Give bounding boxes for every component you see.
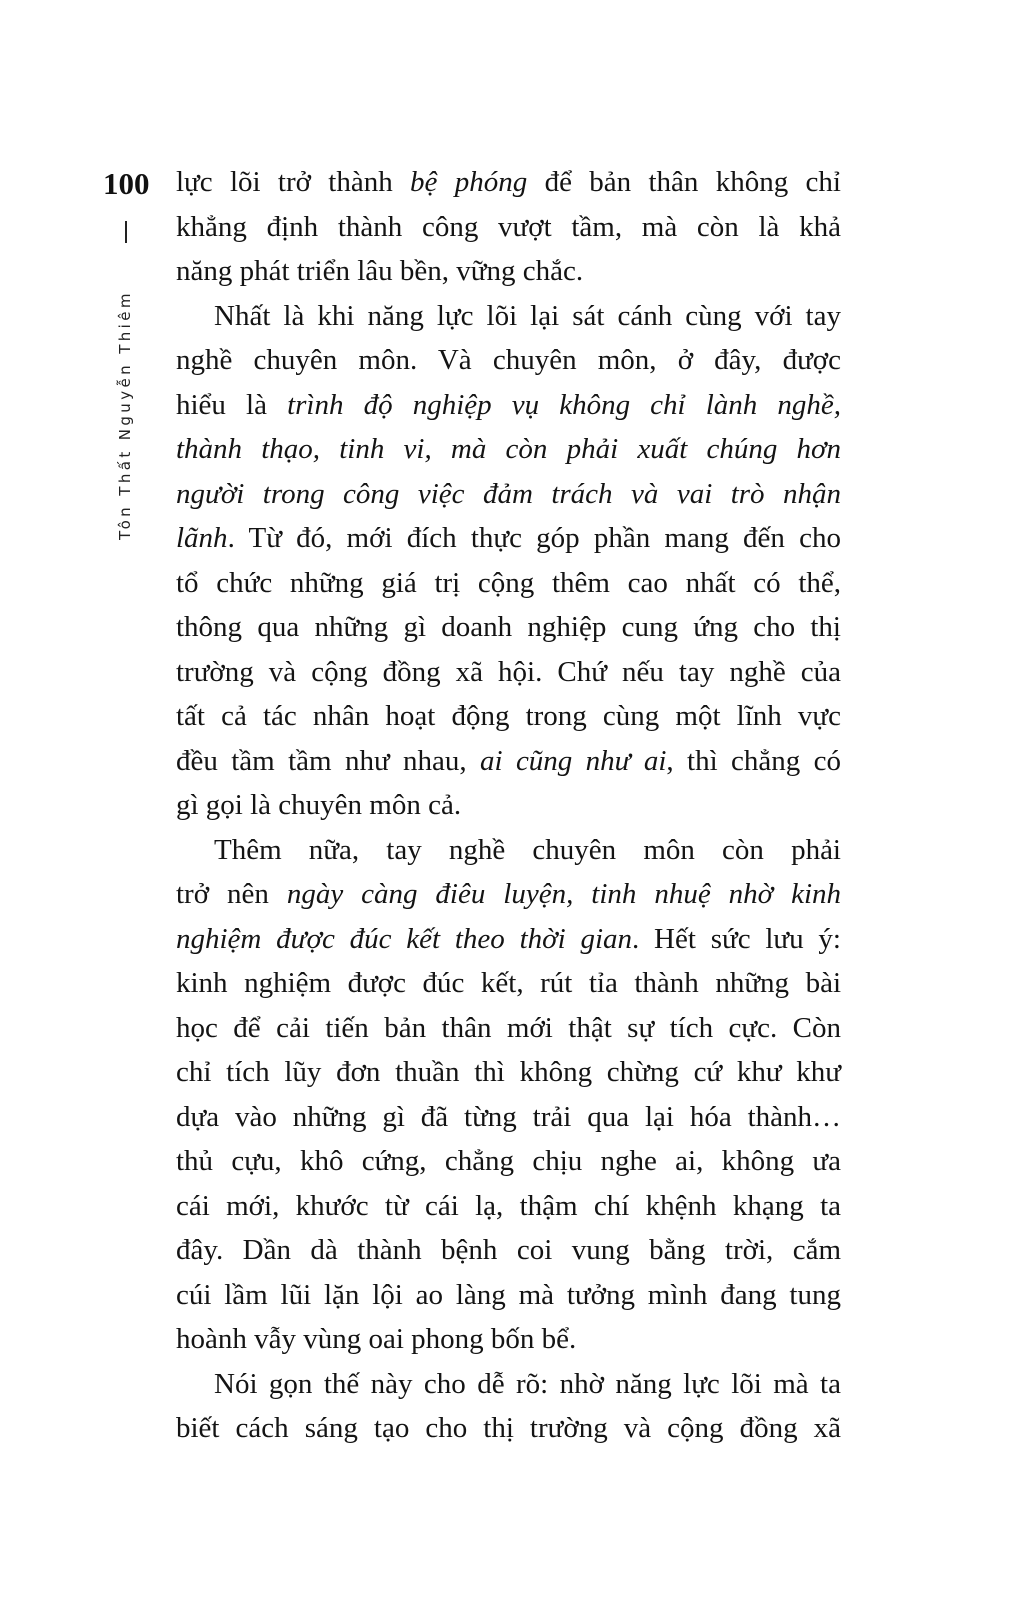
- text-line: [176, 1273, 841, 1317]
- text-line: [176, 1317, 841, 1361]
- running-head-author: Tôn Thất Nguyễn Thiêm: [116, 290, 134, 540]
- text-segment: khẳng định thành công vượt tầm, mà còn là khả: [176, 210, 841, 243]
- text-segment: đều tầm tầm như nhau,: [176, 744, 481, 777]
- running-head-rule: [125, 221, 127, 243]
- text-line: [176, 694, 841, 738]
- italic-emphasis: ai cũng như ai: [480, 744, 667, 777]
- text-line: [176, 249, 841, 293]
- text-line: [176, 383, 841, 427]
- italic-emphasis: trình độ nghiệp vụ không chỉ lành nghề,: [287, 388, 841, 421]
- text-line: [176, 1228, 841, 1272]
- text-segment: hoành vẫy vùng oai phong bốn bể.: [176, 1323, 577, 1355]
- text-line: [176, 338, 841, 382]
- text-segment: cúi lầm lũi lặn lội ao làng mà tưởng mình đang tung: [176, 1278, 841, 1311]
- text-segment: biết cách sáng tạo cho thị trường và cộng đồng xã: [176, 1412, 841, 1444]
- text-line: [176, 783, 841, 827]
- text-segment: đây. Dần dà thành bệnh coi vung bằng trời, cắm: [176, 1234, 841, 1266]
- text-segment: Nhất là khi năng lực lõi lại sát cánh cùng với tay: [214, 299, 841, 332]
- text-segment: kinh nghiệm được đúc kết, rút tỉa thành những bài: [176, 967, 841, 999]
- text-line: [176, 1139, 841, 1183]
- text-segment: năng phát triển lâu bền, vững chắc.: [176, 255, 584, 287]
- text-line: [176, 872, 841, 916]
- text-line: [176, 427, 841, 471]
- text-segment: lực lõi trở thành: [176, 166, 411, 198]
- text-segment: trở nên: [176, 878, 287, 910]
- text-segment: . Hết sức lưu ý:: [632, 922, 841, 955]
- text-line: [214, 1362, 841, 1406]
- text-line: [214, 828, 841, 872]
- text-line: [176, 605, 841, 649]
- text-segment: , thì chẳng có: [666, 744, 841, 777]
- text-line: [176, 1006, 841, 1050]
- text-segment: Thêm nữa, tay nghề chuyên môn còn phải: [214, 833, 841, 866]
- italic-emphasis: lãnh: [176, 522, 228, 554]
- text-segment: gì gọi là chuyên môn cả.: [176, 789, 462, 821]
- text-segment: tổ chức những giá trị cộng thêm cao nhất có thể,: [176, 566, 841, 599]
- text-segment: chỉ tích lũy đơn thuần thì không chừng cứ khư khư: [176, 1056, 841, 1088]
- text-segment: dựa vào những gì đã từng trải qua lại hóa thành…: [176, 1100, 841, 1133]
- text-line: [176, 961, 841, 1005]
- text-line: [176, 160, 841, 204]
- text-line: [214, 294, 841, 338]
- text-line: [176, 739, 841, 783]
- text-line: [176, 650, 841, 694]
- text-segment: học để cải tiến bản thân mới thật sự tích cực. Còn: [176, 1011, 841, 1044]
- italic-emphasis: ngày càng điêu luyện, tinh nhuệ nhờ kinh: [286, 878, 842, 910]
- text-line: [176, 917, 841, 961]
- text-segment: thủ cựu, khô cứng, chẳng chịu nghe ai, không ưa: [176, 1145, 841, 1177]
- italic-emphasis: bệ phóng: [410, 166, 528, 198]
- text-line: [176, 205, 841, 249]
- text-line: [176, 1095, 841, 1139]
- text-line: [176, 472, 841, 516]
- text-segment: trường và cộng đồng xã hội. Chứ nếu tay nghề của: [176, 655, 841, 688]
- text-segment: hiểu là: [176, 388, 288, 421]
- italic-emphasis: nghiệm được đúc kết theo thời gian: [176, 922, 633, 955]
- italic-emphasis: người trong công việc đảm trách và vai trò nhận: [176, 477, 841, 510]
- text-segment: để bản thân không chỉ: [527, 166, 841, 198]
- text-segment: Nói gọn thế này cho dễ rõ: nhờ năng lực lõi mà ta: [214, 1367, 841, 1400]
- text-segment: nghề chuyên môn. Và chuyên môn, ở đây, được: [176, 344, 841, 376]
- text-line: [176, 561, 841, 605]
- text-line: [176, 1184, 841, 1228]
- text-segment: tất cả tác nhân hoạt động trong cùng một lĩnh vực: [176, 700, 841, 732]
- text-line: [176, 1050, 841, 1094]
- page-number: 100: [103, 166, 150, 201]
- text-line: [176, 516, 841, 560]
- text-segment: . Từ đó, mới đích thực góp phần mang đến cho: [227, 522, 841, 554]
- text-segment: thông qua những gì doanh nghiệp cung ứng cho thị: [176, 611, 841, 643]
- text-line: [176, 1406, 841, 1450]
- text-segment: cái mới, khước từ cái lạ, thậm chí khệnh khạng ta: [176, 1189, 841, 1222]
- italic-emphasis: thành thạo, tinh vi, mà còn phải xuất chúng hơn: [176, 433, 841, 465]
